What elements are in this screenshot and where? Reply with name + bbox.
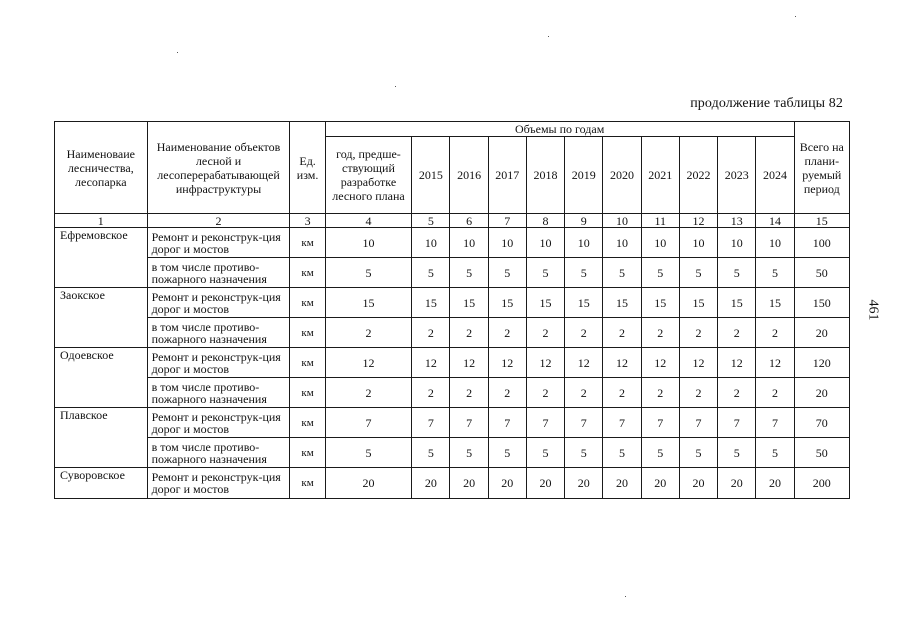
object-name: в том числе противо-пожарного назначения <box>147 258 290 288</box>
year-value: 5 <box>641 438 679 468</box>
table-row <box>55 348 850 378</box>
total-value: 20 <box>794 378 849 408</box>
forestry-name: Суворовское <box>55 468 148 499</box>
year-value: 5 <box>603 438 641 468</box>
header-prior-year: год, предше-ствующий разработке лесного плана <box>325 137 412 214</box>
object-name: в том числе противо-пожарного назначения <box>147 378 290 408</box>
column-number: 10 <box>603 214 641 228</box>
prior-year-value: 2 <box>325 378 412 408</box>
total-value: 100 <box>794 228 849 258</box>
year-value: 12 <box>641 348 679 378</box>
unit-cell: км <box>290 378 325 408</box>
year-value: 12 <box>756 348 794 378</box>
year-value: 2 <box>641 318 679 348</box>
forestry-name: Заокское <box>55 288 148 348</box>
year-value: 7 <box>679 408 717 438</box>
table-row <box>55 258 850 288</box>
prior-year-value: 15 <box>325 288 412 318</box>
year-value: 15 <box>603 288 641 318</box>
year-value: 5 <box>488 258 526 288</box>
year-value: 2 <box>412 318 450 348</box>
object-name: Ремонт и реконструк-ция дорог и мостов <box>147 348 290 378</box>
column-number: 11 <box>641 214 679 228</box>
page-number: 461 <box>865 299 881 321</box>
header-year: 2023 <box>718 137 756 214</box>
year-value: 2 <box>756 318 794 348</box>
forestry-name: Плавское <box>55 408 148 468</box>
year-value: 20 <box>756 468 794 499</box>
year-value: 15 <box>718 288 756 318</box>
total-value: 50 <box>794 258 849 288</box>
header-unit: Ед. изм. <box>290 122 325 214</box>
year-value: 15 <box>526 288 564 318</box>
year-value: 5 <box>526 438 564 468</box>
year-value: 2 <box>718 378 756 408</box>
year-value: 5 <box>756 258 794 288</box>
header-year: 2019 <box>565 137 603 214</box>
header-year: 2016 <box>450 137 488 214</box>
prior-year-value: 20 <box>325 468 412 499</box>
object-name: в том числе противо-пожарного назначения <box>147 438 290 468</box>
header-year: 2015 <box>412 137 450 214</box>
column-number: 7 <box>488 214 526 228</box>
year-value: 20 <box>603 468 641 499</box>
year-value: 10 <box>641 228 679 258</box>
object-name: Ремонт и реконструк-ция дорог и мостов <box>147 228 290 258</box>
table-row <box>55 408 850 438</box>
column-number: 15 <box>794 214 849 228</box>
year-value: 5 <box>565 258 603 288</box>
year-value: 2 <box>718 318 756 348</box>
year-value: 7 <box>718 408 756 438</box>
unit-cell: км <box>290 408 325 438</box>
header-forestry: Наименоваие лесничества, лесопарка <box>55 122 148 214</box>
header-year: 2020 <box>603 137 641 214</box>
year-value: 7 <box>450 408 488 438</box>
unit-cell: км <box>290 228 325 258</box>
header-volumes-by-year: Объемы по годам <box>325 122 794 137</box>
header-total: Всего на плани-руемый период <box>794 122 849 214</box>
header-year: 2022 <box>679 137 717 214</box>
year-value: 10 <box>488 228 526 258</box>
column-number: 2 <box>147 214 290 228</box>
table-row <box>55 378 850 408</box>
year-value: 2 <box>488 318 526 348</box>
table-row <box>55 228 850 258</box>
year-value: 5 <box>756 438 794 468</box>
year-value: 2 <box>565 378 603 408</box>
object-name: Ремонт и реконструк-ция дорог и мостов <box>147 468 290 499</box>
year-value: 12 <box>450 348 488 378</box>
year-value: 12 <box>679 348 717 378</box>
year-value: 12 <box>718 348 756 378</box>
table-continuation-caption: продолжение таблицы 82 <box>690 96 843 111</box>
prior-year-value: 5 <box>325 258 412 288</box>
year-value: 12 <box>565 348 603 378</box>
year-value: 20 <box>641 468 679 499</box>
year-value: 5 <box>488 438 526 468</box>
column-number: 12 <box>679 214 717 228</box>
year-value: 5 <box>641 258 679 288</box>
column-number: 4 <box>325 214 412 228</box>
year-value: 7 <box>488 408 526 438</box>
header-year: 2021 <box>641 137 679 214</box>
year-value: 10 <box>412 228 450 258</box>
object-name: Ремонт и реконструк-ция дорог и мостов <box>147 288 290 318</box>
year-value: 10 <box>756 228 794 258</box>
header-year: 2017 <box>488 137 526 214</box>
year-value: 15 <box>679 288 717 318</box>
prior-year-value: 2 <box>325 318 412 348</box>
scan-speck <box>625 596 626 597</box>
table-row <box>55 438 850 468</box>
table-row <box>55 468 850 499</box>
year-value: 2 <box>450 318 488 348</box>
unit-cell: км <box>290 468 325 499</box>
object-name: Ремонт и реконструк-ция дорог и мостов <box>147 408 290 438</box>
year-value: 2 <box>679 318 717 348</box>
year-value: 12 <box>526 348 564 378</box>
forestry-name: Одоевское <box>55 348 148 408</box>
year-value: 5 <box>450 258 488 288</box>
unit-cell: км <box>290 258 325 288</box>
unit-cell: км <box>290 288 325 318</box>
year-value: 2 <box>526 318 564 348</box>
year-value: 2 <box>450 378 488 408</box>
year-value: 20 <box>679 468 717 499</box>
year-value: 7 <box>526 408 564 438</box>
year-value: 10 <box>526 228 564 258</box>
scan-speck <box>795 16 796 17</box>
unit-cell: км <box>290 438 325 468</box>
unit-cell: км <box>290 348 325 378</box>
header-object: Наименование объектов лесной и лесоперерабатывающей инфраструктуры <box>147 122 290 214</box>
table-row <box>55 318 850 348</box>
year-value: 2 <box>526 378 564 408</box>
year-value: 5 <box>679 258 717 288</box>
column-number: 8 <box>526 214 564 228</box>
total-value: 200 <box>794 468 849 499</box>
year-value: 7 <box>565 408 603 438</box>
unit-cell: км <box>290 318 325 348</box>
scan-speck <box>177 52 178 53</box>
year-value: 5 <box>412 258 450 288</box>
year-value: 15 <box>488 288 526 318</box>
header-row-1 <box>55 122 850 137</box>
prior-year-value: 7 <box>325 408 412 438</box>
year-value: 15 <box>450 288 488 318</box>
column-number: 13 <box>718 214 756 228</box>
year-value: 20 <box>526 468 564 499</box>
year-value: 20 <box>565 468 603 499</box>
year-value: 2 <box>603 318 641 348</box>
year-value: 15 <box>641 288 679 318</box>
year-value: 20 <box>412 468 450 499</box>
year-value: 12 <box>488 348 526 378</box>
year-value: 10 <box>450 228 488 258</box>
year-value: 2 <box>565 318 603 348</box>
total-value: 150 <box>794 288 849 318</box>
year-value: 2 <box>603 378 641 408</box>
year-value: 10 <box>603 228 641 258</box>
year-value: 12 <box>412 348 450 378</box>
column-number-row <box>55 214 850 228</box>
header-year: 2018 <box>526 137 564 214</box>
total-value: 120 <box>794 348 849 378</box>
year-value: 5 <box>450 438 488 468</box>
year-value: 5 <box>603 258 641 288</box>
year-value: 10 <box>565 228 603 258</box>
column-number: 3 <box>290 214 325 228</box>
total-value: 50 <box>794 438 849 468</box>
column-number: 5 <box>412 214 450 228</box>
year-value: 7 <box>412 408 450 438</box>
year-value: 12 <box>603 348 641 378</box>
year-value: 5 <box>718 438 756 468</box>
year-value: 2 <box>756 378 794 408</box>
scan-speck <box>548 36 549 37</box>
year-value: 2 <box>488 378 526 408</box>
year-value: 10 <box>718 228 756 258</box>
year-value: 5 <box>565 438 603 468</box>
year-value: 7 <box>641 408 679 438</box>
prior-year-value: 5 <box>325 438 412 468</box>
column-number: 1 <box>55 214 148 228</box>
object-name: в том числе противо-пожарного назначения <box>147 318 290 348</box>
column-number: 9 <box>565 214 603 228</box>
column-number: 14 <box>756 214 794 228</box>
year-value: 15 <box>412 288 450 318</box>
year-value: 5 <box>526 258 564 288</box>
year-value: 20 <box>718 468 756 499</box>
year-value: 2 <box>679 378 717 408</box>
year-value: 20 <box>450 468 488 499</box>
year-value: 15 <box>756 288 794 318</box>
year-value: 5 <box>718 258 756 288</box>
total-value: 70 <box>794 408 849 438</box>
prior-year-value: 10 <box>325 228 412 258</box>
total-value: 20 <box>794 318 849 348</box>
forest-infrastructure-table <box>54 121 850 499</box>
column-number: 6 <box>450 214 488 228</box>
scan-speck <box>395 86 396 87</box>
year-value: 5 <box>412 438 450 468</box>
year-value: 7 <box>603 408 641 438</box>
prior-year-value: 12 <box>325 348 412 378</box>
year-value: 10 <box>679 228 717 258</box>
year-value: 5 <box>679 438 717 468</box>
year-value: 2 <box>641 378 679 408</box>
year-value: 20 <box>488 468 526 499</box>
year-value: 2 <box>412 378 450 408</box>
year-value: 7 <box>756 408 794 438</box>
year-value: 15 <box>565 288 603 318</box>
table-row <box>55 288 850 318</box>
header-year: 2024 <box>756 137 794 214</box>
forestry-name: Ефремовское <box>55 228 148 288</box>
